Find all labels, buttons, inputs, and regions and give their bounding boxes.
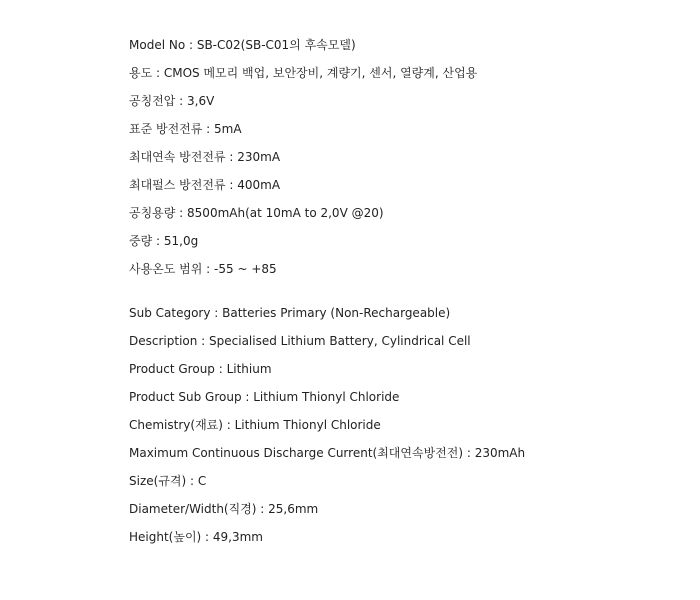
spec-model-no: Model No : SB-C02(SB-C01의 후속모델) (129, 38, 356, 52)
spec-sheet (129, 33, 689, 553)
section-spacer (129, 285, 689, 301)
spec-height: Height(높이) : 49,3mm (129, 530, 263, 544)
spec-product-sub-group: Product Sub Group : Lithium Thionyl Chloride (129, 390, 400, 404)
spec-size: Size(규격) : C (129, 474, 207, 488)
spec-description: Description : Specialised Lithium Battery, Cylindrical Cell (129, 334, 471, 348)
spec-nominal-capacity: 공칭용량 : 8500mAh(at 10mA to 2,0V @20) (129, 206, 384, 220)
spec-nominal-voltage: 공칭전압 : 3,6V (129, 94, 215, 108)
spec-usage: 용도 : CMOS 메모리 백업, 보안장비, 계량기, 센서, 열량계, 산업용 (129, 66, 478, 80)
spec-sub-category: Sub Category : Batteries Primary (Non-Rechargeable) (129, 306, 451, 320)
spec-standard-discharge-current: 표준 방전전류 : 5mA (129, 122, 242, 136)
spec-product-group: Product Group : Lithium (129, 362, 272, 376)
spec-operating-temperature: 사용온도 범위 : -55 ~ +85 (129, 262, 277, 276)
spec-chemistry: Chemistry(재료) : Lithium Thionyl Chloride (129, 418, 381, 432)
spec-max-pulse-discharge-current: 최대펄스 방전전류 : 400mA (129, 178, 281, 192)
spec-max-continuous-discharge-current-en: Maximum Continuous Discharge Current(최대연속방전전) : 230mAh (129, 446, 526, 460)
spec-diameter-width: Diameter/Width(직경) : 25,6mm (129, 502, 319, 516)
spec-max-continuous-discharge-current: 최대연속 방전전류 : 230mA (129, 150, 281, 164)
spec-weight: 중량 : 51,0g (129, 234, 199, 248)
